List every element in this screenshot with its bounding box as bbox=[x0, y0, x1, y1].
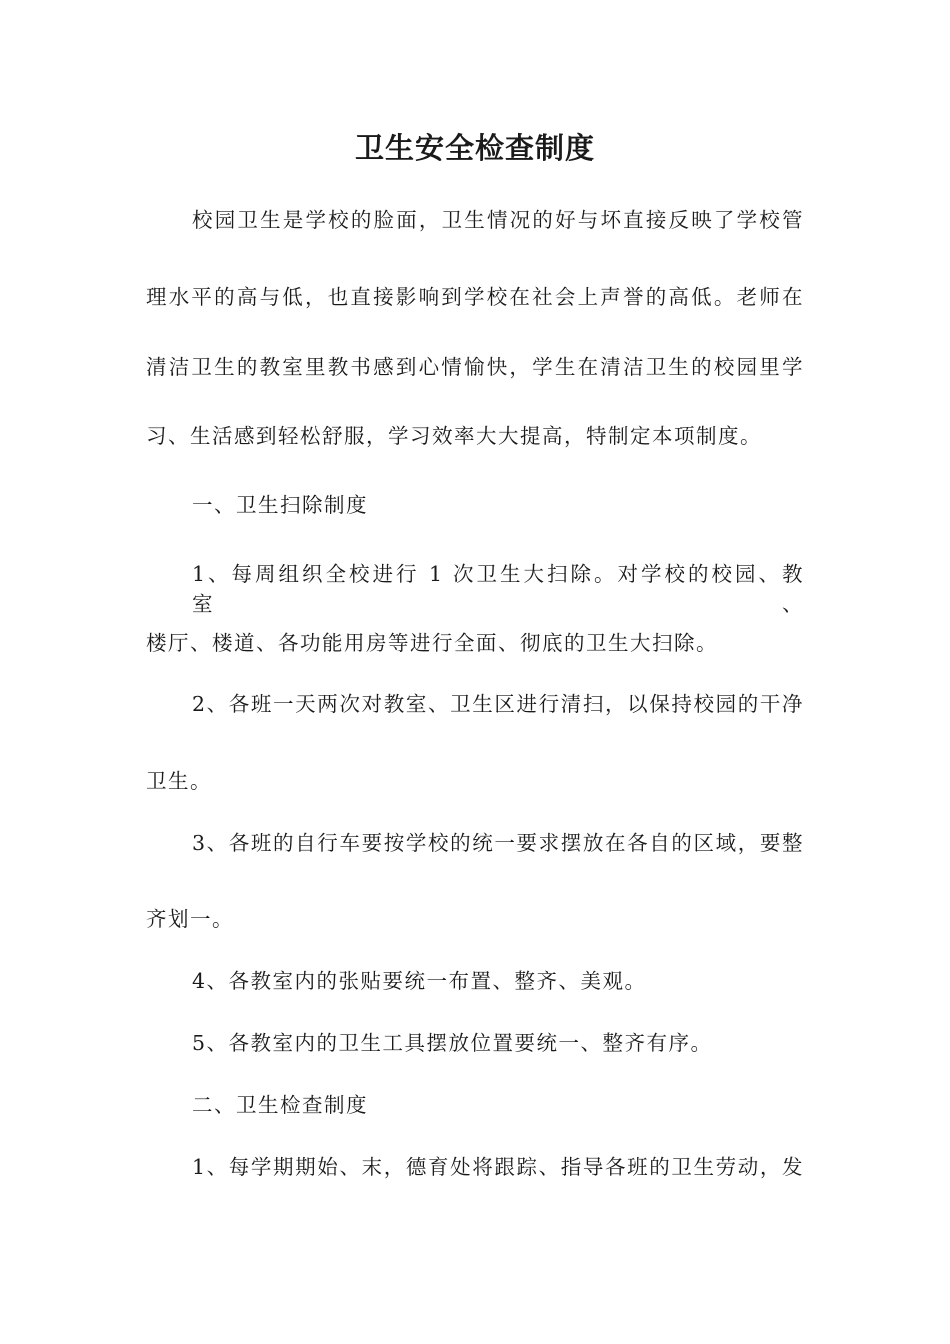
paragraph-line: 校园卫生是学校的脸面，卫生情况的好与坏直接反映了学校管 bbox=[192, 208, 804, 232]
paragraph-line: 卫生。 bbox=[146, 769, 212, 793]
section-heading: 一、卫生扫除制度 bbox=[192, 493, 368, 517]
document-title: 卫生安全检查制度 bbox=[354, 131, 595, 165]
paragraph-line: 2、各班一天两次对教室、卫生区进行清扫，以保持校园的干净 bbox=[192, 692, 804, 716]
paragraph-line: 理水平的高与低，也直接影响到学校在社会上声誉的高低。老师在 bbox=[146, 285, 804, 309]
paragraph-line: 5、各教室内的卫生工具摆放位置要统一、整齐有序。 bbox=[192, 1031, 713, 1055]
paragraph-line: 清洁卫生的教室里教书感到心情愉快，学生在清洁卫生的校园里学 bbox=[146, 355, 804, 379]
paragraph-line: 1、每周组织全校进行 1 次卫生大扫除。对学校的校园、教室、 bbox=[192, 562, 804, 616]
section-heading: 二、卫生检查制度 bbox=[192, 1093, 368, 1117]
paragraph-line: 4、各教室内的张贴要统一布置、整齐、美观。 bbox=[192, 969, 647, 993]
paragraph-line: 3、各班的自行车要按学校的统一要求摆放在各自的区域，要整 bbox=[192, 831, 804, 855]
paragraph-line: 习、生活感到轻松舒服，学习效率大大提高，特制定本项制度。 bbox=[146, 424, 762, 448]
paragraph-line: 1、每学期期始、末，德育处将跟踪、指导各班的卫生劳动，发 bbox=[192, 1155, 804, 1179]
paragraph-line: 齐划一。 bbox=[146, 907, 234, 931]
paragraph-line: 楼厅、楼道、各功能用房等进行全面、彻底的卫生大扫除。 bbox=[146, 631, 718, 655]
